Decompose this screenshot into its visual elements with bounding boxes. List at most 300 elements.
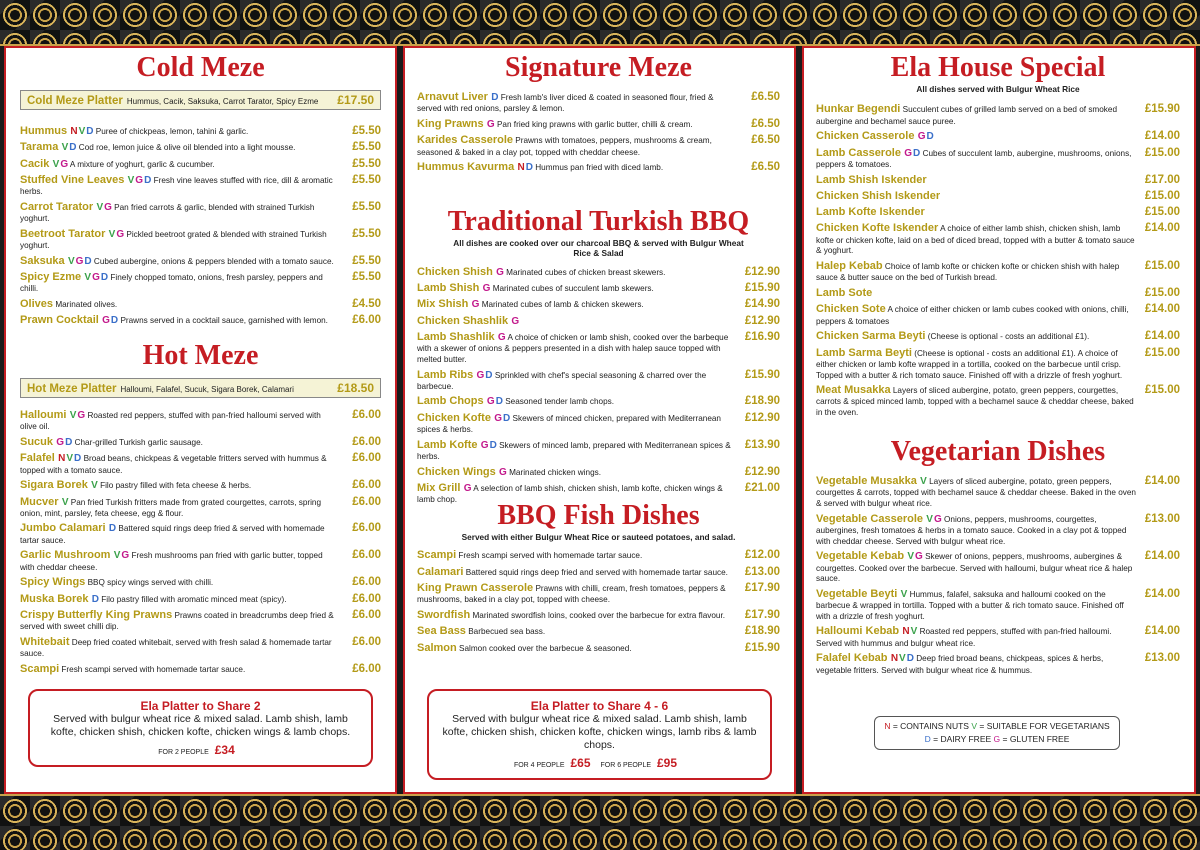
menu-item	[20, 157, 381, 171]
item-name: Vegetable Kebab	[816, 550, 905, 563]
item-price: £6.00	[352, 479, 381, 492]
menu-item	[816, 624, 1180, 649]
share46-price-6: £95	[657, 756, 678, 771]
menu-item	[816, 286, 1180, 300]
item-name: Lamb Shish	[417, 282, 480, 295]
item-description: A choice of either chicken or lamb cubes cooked with onions, chilli, peppers & tomatoes	[816, 305, 1129, 326]
item-name: Meat Musakka	[816, 384, 891, 397]
item-description: Fresh lamb's liver diced & coated in seasoned flour, fried & served with red onions, parsley & lemon.	[417, 93, 714, 114]
item-name: Carrot Tarator	[20, 200, 94, 213]
menu-item	[417, 581, 780, 606]
legend-v: V	[971, 721, 977, 731]
item-name: Vegetable Beyti	[816, 587, 898, 600]
dietary-tag-v: V	[66, 453, 74, 465]
legend-d: D	[924, 733, 931, 744]
item-description: Marinated swordfish loins, cooked over the barbecue for extra flavour.	[472, 610, 726, 620]
dietary-tags	[901, 627, 917, 636]
item-name: Jumbo Calamari	[20, 522, 106, 535]
item-price: £17.90	[744, 608, 780, 621]
item-description: Pan fried Turkish fritters made from grated courgettes, carrots, spring onion, mint, parsley, feta cheese, egg & flour.	[20, 497, 322, 518]
menu-item	[20, 254, 381, 268]
menu-item	[417, 411, 780, 436]
item-description: Char-grilled Turkish garlic sausage.	[74, 437, 203, 447]
dietary-tag-g: G	[915, 551, 923, 563]
dietary-tag-g: G	[496, 266, 504, 278]
dietary-tag-g: G	[56, 436, 65, 448]
dietary-tag-g: G	[75, 255, 84, 267]
item-name: Garlic Mushroom	[20, 549, 111, 562]
menu-item	[20, 435, 381, 449]
legend-n-text: = CONTAINS NUTS	[892, 721, 969, 731]
item-price: £15.90	[744, 641, 780, 654]
dietary-tag-d: D	[495, 396, 503, 408]
menu-item	[20, 521, 381, 546]
item-name: Chicken Kofte Iskender	[816, 222, 939, 235]
dietary-tags	[57, 454, 81, 463]
item-price: £15.00	[1144, 346, 1180, 359]
vegetarian-title: Vegetarian Dishes	[890, 436, 1106, 467]
menu-item	[417, 265, 780, 279]
item-price: £4.50	[352, 298, 381, 310]
menu-item	[816, 189, 1180, 203]
item-name: Calamari	[417, 565, 464, 578]
item-name: Salmon	[417, 641, 457, 654]
item-description: Layers of sliced aubergine, potato, green peppers, courgettes & carrots, topped with bechamel sauce & cheddar cheese. Baked in the oven & served with bulgur wheat rice.	[816, 477, 1136, 508]
menu-item	[816, 346, 1180, 382]
item-name: Olives	[20, 298, 54, 310]
dietary-tag-d: D	[485, 369, 493, 381]
menu-item	[20, 140, 381, 154]
item-name: Tarama	[20, 141, 59, 154]
menu-item	[20, 173, 381, 198]
item-name: Muska Borek	[20, 592, 89, 605]
panel-right	[802, 46, 1196, 794]
item-price: £15.90	[744, 282, 780, 295]
item-name: Sucuk	[20, 435, 54, 448]
item-price: £18.90	[744, 395, 780, 408]
item-description: Cubes of succulent lamb, aubergine, mushrooms, onions, peppers & tomatoes.	[816, 148, 1132, 169]
dietary-tag-v: V	[926, 513, 933, 525]
dietary-tags	[61, 498, 69, 507]
item-name: Mix Shish	[417, 298, 469, 311]
legend-d-text: = DAIRY FREE	[933, 733, 992, 744]
menu-item	[816, 512, 1180, 548]
item-price: £15.00	[1144, 206, 1180, 219]
item-name: Lamb Kofte Iskender	[816, 206, 925, 219]
dietary-tag-g: G	[494, 412, 503, 424]
menu-item	[20, 408, 381, 433]
item-description: Marinated cubes of lamb & chicken skewers.	[481, 300, 644, 310]
menu-item	[20, 124, 381, 138]
item-price: £17.00	[1144, 173, 1180, 186]
hot-platter-desc: Halloumi, Falafel, Sucuk, Sigara Borek, Calamari	[120, 385, 294, 394]
item-name: Stuffed Vine Leaves	[20, 173, 125, 186]
dietary-tag-v: V	[899, 653, 906, 665]
item-description: Filo pastry filled with feta cheese & herbs.	[100, 481, 252, 491]
item-price: £6.00	[352, 635, 381, 648]
dietary-tags	[486, 397, 503, 406]
item-name: Lamb Sote	[816, 287, 873, 300]
item-name: Falafel Kebab	[816, 652, 888, 665]
dietary-tag-g: G	[104, 201, 112, 213]
dietary-tag-n: N	[70, 126, 78, 137]
dietary-tag-d: D	[69, 142, 77, 154]
item-description: Battered squid rings deep fried and served with homemade tartar sauce.	[465, 567, 728, 577]
share46-people-6: FOR 6 PEOPLE	[600, 762, 652, 770]
item-price: £21.00	[744, 481, 780, 494]
item-description: Onions, peppers, mushrooms, courgettes, aubergines, fresh tomatoes & herbs in a tomato sauce. Cooked in a clay pot & topped with cheddar cheese. Served with bulgur wheat rice.	[816, 514, 1127, 546]
legend-n: N	[884, 721, 891, 731]
item-price: £14.00	[1144, 330, 1180, 343]
item-description: Cubed aubergine, onions & peppers blended with a tomato sauce.	[93, 256, 334, 266]
fish-list	[417, 548, 780, 654]
item-price: £15.00	[1144, 189, 1180, 202]
item-price: £13.00	[1144, 652, 1180, 665]
dietary-legend	[874, 716, 1120, 750]
item-price: £15.00	[1144, 384, 1180, 397]
menu-item	[816, 102, 1180, 127]
menu-item	[417, 90, 780, 115]
item-description: Cod roe, lemon juice & olive oil blended into a light mousse.	[78, 143, 296, 153]
dietary-tags	[510, 317, 519, 326]
item-description: Prawns served in a cocktail sauce, garnished with lemon.	[120, 316, 328, 326]
menu-item	[20, 451, 381, 476]
dietary-tags	[486, 120, 495, 129]
item-description: A selection of lamb shish, chicken shish, lamb kofte, chicken wings & lamb chop.	[417, 483, 723, 505]
item-price: £5.50	[352, 157, 381, 170]
dietary-tag-g: G	[92, 272, 100, 284]
dietary-tags	[69, 127, 93, 136]
item-description: Broad beans, chickpeas & vegetable fritters served with hummus & topped with a tomato sauce.	[20, 454, 327, 475]
share46-price-4: £65	[570, 756, 591, 771]
dietary-tag-g: G	[102, 315, 110, 327]
menu-item	[20, 200, 381, 225]
dietary-tag-g: G	[904, 147, 913, 159]
menu-item	[816, 383, 1180, 419]
dietary-tag-g: G	[511, 315, 520, 327]
decorative-bottom-border	[0, 794, 1200, 850]
dietary-tag-n: N	[517, 162, 525, 174]
menu-item	[417, 368, 780, 393]
share2-people: FOR 2 PEOPLE	[158, 749, 209, 757]
dietary-tag-g: G	[471, 299, 480, 311]
dietary-tags	[497, 333, 506, 342]
dietary-tags	[61, 143, 77, 152]
dietary-tags	[101, 316, 118, 325]
menu-item	[417, 624, 780, 638]
bbq-title: Traditional Turkish BBQ	[447, 206, 750, 237]
dietary-tag-v: V	[108, 228, 116, 240]
item-name: Swordfish	[417, 608, 471, 621]
item-description: Marinated cubes of succulent lamb skewers.	[492, 284, 654, 294]
dietary-tag-g: G	[77, 410, 86, 421]
menu-item	[417, 297, 780, 311]
dietary-tag-v: V	[96, 201, 104, 213]
dietary-tag-g: G	[497, 331, 506, 343]
bbq-list	[417, 265, 780, 506]
item-name: Vegetable Casserole	[816, 512, 924, 525]
item-name: Karides Casserole	[417, 134, 513, 147]
dietary-tag-d: D	[503, 412, 511, 424]
item-description: Hummus pan fried with diced lamb.	[535, 163, 664, 173]
dietary-tags	[113, 551, 129, 560]
item-description: Fresh vine leaves stuffed with rice, dill & aromatic herbs.	[20, 175, 333, 197]
dietary-tag-d: D	[74, 453, 82, 465]
item-description: Hummus, falafel, saksuka and halloumi cooked on the barbecue & wrapped in tortilla. Topped with a butter & rich tomato sauce. Finished off with a drizzle of fresh yoghurt.	[816, 589, 1124, 621]
menu-item	[417, 394, 780, 408]
dietary-tag-g: G	[121, 550, 130, 562]
item-name: Lamb Ribs	[417, 368, 474, 381]
item-price: £5.50	[352, 271, 381, 284]
dietary-tags	[900, 590, 908, 599]
item-price: £15.90	[744, 368, 780, 381]
menu-item	[20, 575, 381, 589]
menu-item	[417, 314, 780, 328]
dietary-tag-v: V	[910, 626, 918, 638]
item-price: £15.00	[1144, 260, 1180, 273]
item-description: Fresh mushrooms pan fried with garlic butter, topped with cheddar cheese.	[20, 551, 323, 572]
menu-item	[816, 651, 1180, 676]
item-price: £14.00	[1144, 130, 1180, 143]
item-price: £6.00	[352, 435, 381, 448]
menu-item	[417, 330, 780, 366]
item-description: Deep fried broad beans, chickpeas, spices & herbs, vegetable fritters. Served with bulgur wheat rice & hummus.	[816, 654, 1104, 675]
item-price: £14.00	[1144, 222, 1180, 235]
item-description: A choice of either lamb shish, chicken shish, lamb kofte or chicken kofte, laid on a bed of diced bread, topped with a butter & tomato sauce & yoghurt.	[816, 224, 1135, 256]
dietary-tag-d: D	[91, 593, 99, 605]
item-name: Lamb Chops	[417, 395, 484, 408]
dietary-tag-d: D	[110, 315, 119, 327]
item-price: £6.00	[352, 409, 381, 421]
item-description: A choice of chicken or lamb shish, cooked over the barbeque with a skewer of onions & peppers presented in a dish with halep sauce topped with melted butter.	[417, 332, 729, 364]
item-name: King Prawns	[417, 117, 484, 130]
item-name: Cacik	[20, 157, 50, 170]
item-price: £5.50	[352, 227, 381, 240]
share2-title: Ela Platter to Share 2	[140, 699, 261, 713]
dietary-tags	[127, 176, 152, 185]
menu-item	[816, 146, 1180, 171]
dietary-tag-v: V	[52, 158, 60, 170]
cold-meze-platter	[20, 90, 381, 110]
dietary-tag-d: D	[913, 147, 921, 159]
item-price: £13.00	[744, 565, 780, 578]
item-price: £5.50	[352, 173, 381, 186]
item-description: Marinated cubes of chicken breast skewers.	[506, 267, 666, 277]
menu-item	[816, 474, 1180, 510]
cold-platter-price: £17.50	[337, 93, 374, 107]
item-description: Roasted red peppers, stuffed with pan-fried halloumi. Served with hummus and bulgur wheat rice.	[816, 627, 1112, 648]
item-name: Prawn Cocktail	[20, 314, 99, 327]
item-name: Whitebait	[20, 635, 70, 648]
share2-desc: Served with bulgur wheat rice & mixed salad. Lamb shish, lamb kofte, chicken shish, chicken kofte, chicken wings & lamb chops.	[50, 713, 351, 739]
dietary-tag-g: G	[480, 439, 489, 451]
item-description: Prawns coated in breadcrumbs deep fried & served with sweet chilli dip.	[20, 610, 334, 632]
dietary-tag-g: G	[486, 396, 495, 408]
item-name: Falafel	[20, 452, 55, 465]
dietary-tags	[55, 438, 72, 447]
item-description: Pan fried carrots & garlic, blended with strained Turkish yoghurt.	[20, 202, 315, 224]
menu-item	[417, 465, 780, 479]
dietary-tag-d: D	[108, 523, 117, 535]
item-price: £5.50	[352, 254, 381, 267]
item-price: £14.00	[1144, 587, 1180, 600]
item-description: Seasoned tender lamb chops.	[505, 397, 614, 407]
menu-item	[20, 270, 381, 295]
menu-item	[816, 259, 1180, 284]
signature-meze-title: Signature Meze	[505, 52, 692, 83]
item-price: £16.90	[744, 330, 780, 343]
dietary-tag-g: G	[917, 131, 926, 143]
menu-item	[417, 565, 780, 579]
item-description: Barbecued sea bass.	[468, 627, 546, 637]
menu-item	[417, 133, 780, 158]
cold-meze-list	[20, 124, 381, 328]
item-name: Beetroot Tarator	[20, 227, 106, 240]
item-name: Chicken Shish	[417, 265, 493, 278]
dietary-tags	[90, 481, 98, 490]
menu-item	[417, 117, 780, 131]
dietary-tags	[516, 163, 532, 172]
menu-item	[20, 608, 381, 633]
item-description: Skewer of onions, peppers, mushrooms, aubergines & courgettes. Cooked over the barbecue. Served with halloumi, bulgur wheat rice & halep sauce.	[816, 552, 1133, 584]
menu-item	[816, 329, 1180, 343]
cold-platter-name: Cold Meze Platter	[27, 95, 123, 107]
menu-item	[417, 160, 780, 174]
item-name: Crispy Butterfly King Prawns	[20, 608, 173, 621]
dietary-tags	[95, 203, 111, 212]
share46-title: Ela Platter to Share 4 - 6	[530, 699, 669, 713]
menu-item	[417, 281, 780, 295]
dietary-tag-v: V	[127, 174, 135, 186]
hot-platter-price: £18.50	[337, 381, 374, 395]
item-price: £15.00	[1144, 287, 1180, 300]
item-description: Salmon cooked over the barbecue & seasoned.	[459, 643, 632, 653]
dietary-tag-d: D	[100, 272, 109, 284]
item-price: £15.90	[1144, 103, 1180, 116]
item-price: £14.00	[1144, 475, 1180, 487]
dietary-tag-v: V	[900, 588, 908, 600]
item-description: Skewers of minced lamb, prepared with Mediterranean spices & herbs.	[417, 440, 731, 462]
bbq-subtitle: All dishes are cooked over our charcoal BBQ & served with Bulgur Wheat Rice & Salad	[453, 238, 744, 259]
item-description: Deep fried coated whitebait, served with fresh salad & homemade tartar sauce.	[20, 637, 332, 659]
item-description: Marinated chicken wings.	[509, 467, 602, 477]
menu-item	[20, 548, 381, 573]
item-name: Saksuka	[20, 254, 65, 267]
dietary-tag-d: D	[144, 174, 152, 186]
item-name: Hummus	[20, 125, 68, 137]
share46-people-4: FOR 4 PEOPLE	[513, 762, 565, 770]
item-price: £14.90	[744, 298, 780, 311]
dietary-tags	[83, 273, 108, 282]
item-description: Roasted red peppers, stuffed with pan-fried halloumi served with olive oil.	[20, 411, 321, 432]
legend-v-text: = SUITABLE FOR VEGETARIANS	[979, 721, 1110, 731]
legend-g-text: = GLUTEN FREE	[1002, 733, 1070, 744]
item-name: Sigara Borek	[20, 479, 88, 492]
item-price: £5.50	[352, 141, 381, 154]
item-price: £6.00	[352, 522, 381, 535]
item-price: £12.90	[744, 465, 780, 478]
item-price: £13.90	[744, 438, 780, 451]
item-price: £13.00	[1144, 512, 1180, 525]
item-price: £6.00	[352, 452, 381, 465]
dietary-tag-v: V	[67, 255, 75, 267]
item-name: Arnavut Liver	[417, 91, 488, 103]
dietary-tags	[52, 160, 68, 169]
panel-middle	[403, 46, 796, 794]
dietary-tag-v: V	[91, 480, 98, 492]
menu-item	[20, 662, 381, 676]
dietary-tags	[906, 552, 922, 561]
dietary-tags	[890, 654, 914, 663]
item-description: Pickled beetroot grated & blended with strained Turkish yoghurt.	[20, 229, 327, 251]
dietary-tags	[490, 93, 498, 102]
share-platter-4-6	[427, 689, 772, 780]
item-price: £6.00	[352, 662, 381, 675]
item-name: Hunkar Begendi	[816, 103, 901, 116]
dietary-tag-n: N	[902, 626, 910, 638]
dietary-tag-d: D	[926, 131, 934, 143]
menu-item	[20, 592, 381, 606]
item-name: Halloumi Kebab	[816, 625, 900, 638]
dietary-tags	[493, 414, 510, 423]
dietary-tags	[67, 257, 92, 266]
item-price: £14.00	[1144, 625, 1180, 638]
item-description: Finely chopped tomato, onions, fresh parsley, peppers and chilli.	[20, 273, 323, 294]
hot-meze-list	[20, 408, 381, 676]
dietary-tag-n: N	[890, 653, 899, 665]
menu-item	[20, 313, 381, 327]
dietary-tags	[91, 595, 99, 604]
item-description: Marinated olives.	[55, 300, 118, 309]
item-price: £12.90	[744, 314, 780, 327]
item-price: £18.90	[744, 625, 780, 638]
dietary-tags	[463, 484, 472, 493]
menu-item	[20, 227, 381, 252]
hot-meze-title: Hot Meze	[142, 340, 259, 371]
cold-meze-title: Cold Meze	[136, 52, 265, 83]
item-description: Choice of lamb kofte or chicken kofte or chicken shish with halep sauce & butter sauce on the bed of Turkish bread.	[816, 262, 1120, 283]
item-name: Spicy Ezme	[20, 271, 82, 284]
dietary-tag-g: G	[116, 228, 125, 240]
item-price: £12.00	[744, 549, 780, 562]
item-description: (Cheese is optional - costs an additional £1). A choice of either chicken or lamb kofte wrapped in a tortilla, cooked on the barbecue until crisp. Topped with a butter & rich tomato sauce. Finished off with a drizzle of fresh yoghurt.	[816, 348, 1123, 380]
dietary-tag-v: V	[113, 550, 121, 562]
item-name: Lamb Kofte	[417, 438, 478, 451]
share2-price-row	[40, 743, 361, 757]
dietary-tag-d: D	[489, 439, 497, 451]
dietary-tags	[108, 230, 124, 239]
item-price: £14.00	[1144, 303, 1180, 316]
dietary-tag-g: G	[135, 174, 144, 186]
item-description: Fresh scampi served with homemade tartar sauce.	[458, 551, 643, 561]
hot-platter-name: Hot Meze Platter	[27, 383, 117, 395]
menu-item	[417, 641, 780, 655]
item-name: Hummus Kavurma	[417, 161, 515, 174]
item-name: Chicken Casserole	[816, 130, 915, 143]
menu-item	[816, 549, 1180, 585]
dietary-tag-v: V	[920, 476, 927, 487]
item-name: Lamb Shashlik	[417, 330, 495, 343]
dietary-tag-v: V	[84, 272, 92, 284]
item-description: Succulent cubes of grilled lamb served on a bed of smoked aubergine and bechamel sauce puree.	[816, 105, 1118, 126]
item-description: Pan fried king prawns with garlic butter, chilli & cream.	[496, 119, 693, 129]
menu-item	[417, 548, 780, 562]
item-name: Vegetable Musakka	[816, 475, 917, 487]
dietary-tags	[917, 132, 934, 141]
item-description: (Cheese is optional - costs an additional £1).	[927, 332, 1090, 342]
item-name: Halep Kebab	[816, 260, 883, 273]
menu-item	[20, 635, 381, 660]
